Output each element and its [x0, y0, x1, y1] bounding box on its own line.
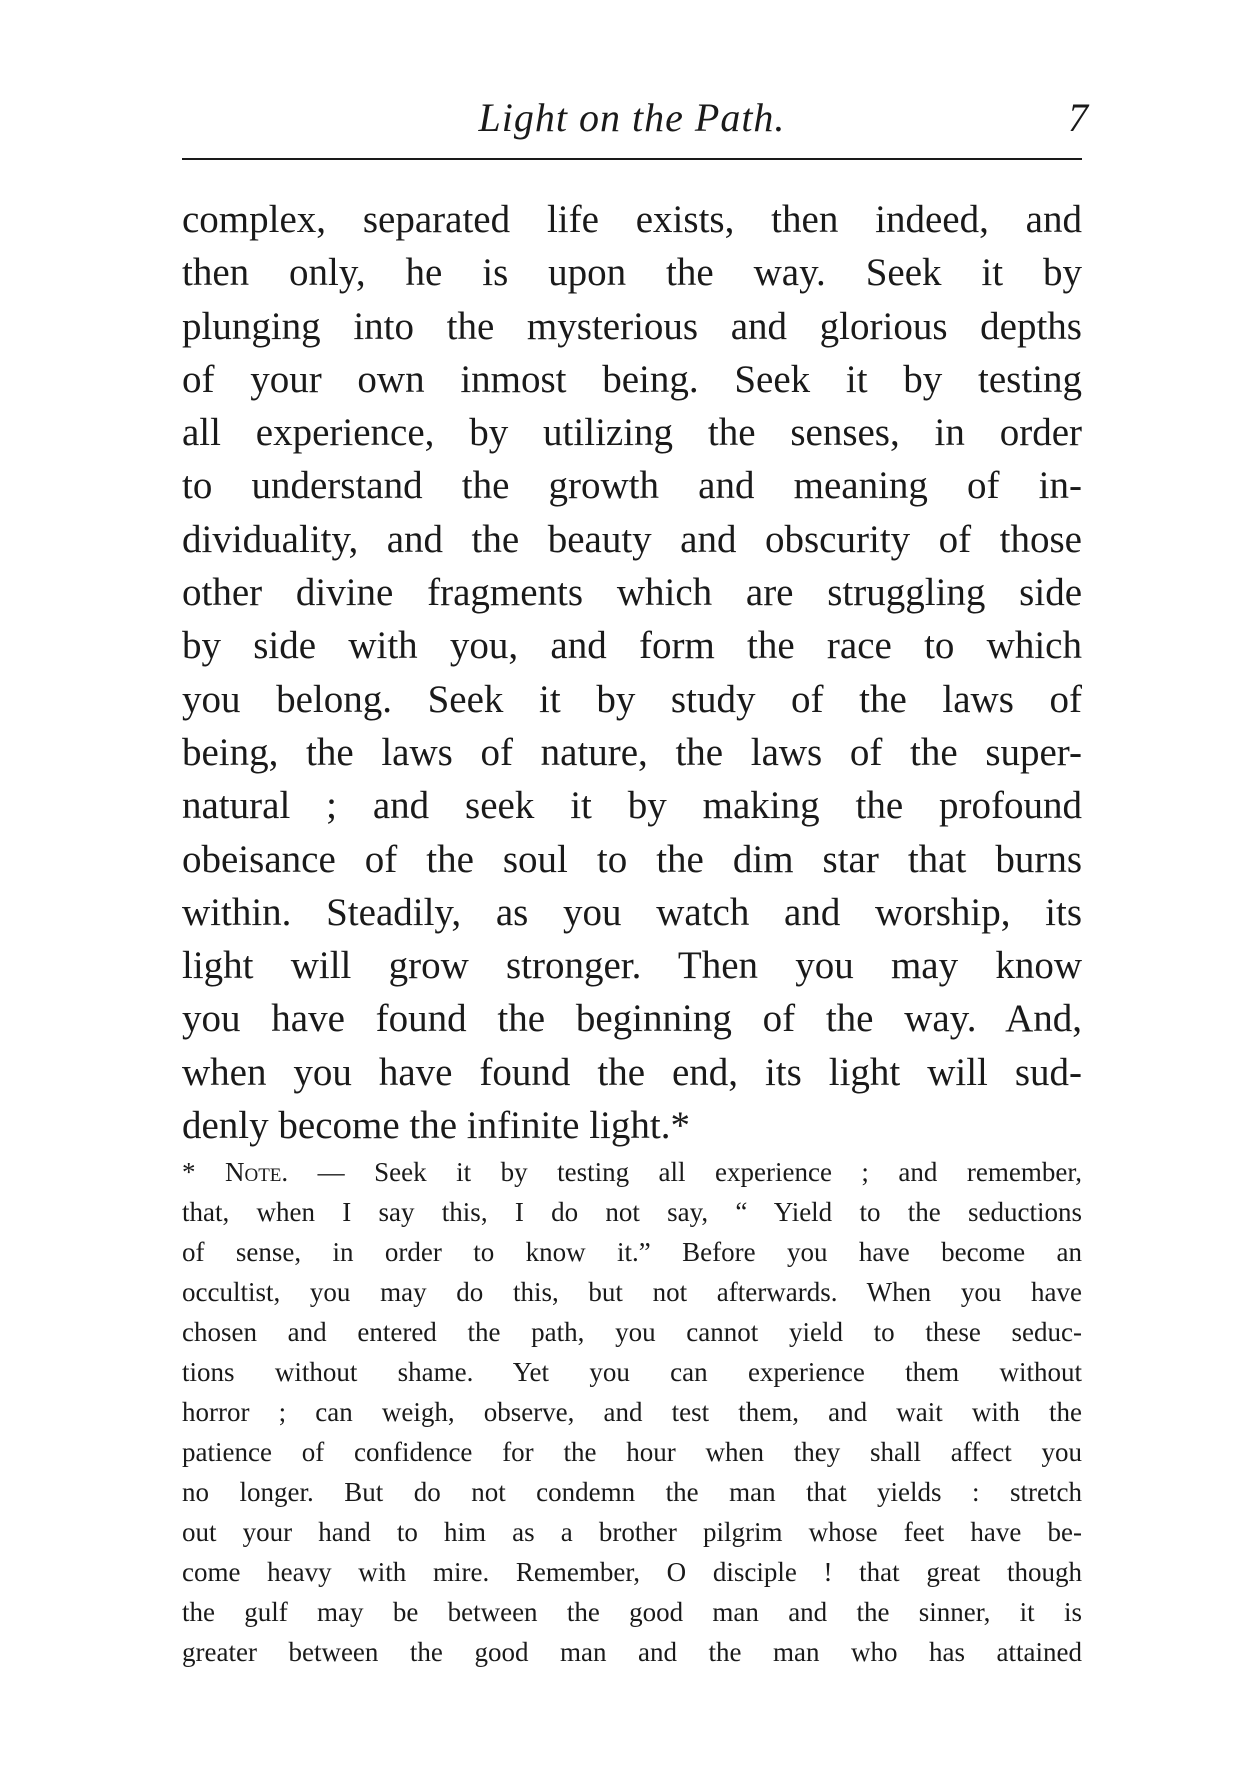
- footnote-label: Note.: [224, 1157, 289, 1187]
- footnote-line: of sense, in order to know it.” Before you have become an: [182, 1237, 1082, 1267]
- text-line: you have found the beginning of the way. And,: [182, 997, 1082, 1041]
- footnote-line: out your hand to him as a brother pilgrim whose feet have be-: [182, 1517, 1082, 1547]
- text-line: of your own inmost being. Seek it by testing: [182, 357, 1082, 401]
- footnote-line: tions without shame. Yet you can experience them without: [182, 1357, 1082, 1387]
- text-line: light will grow stronger. Then you may know: [182, 944, 1082, 988]
- footnote-line: occultist, you may do this, but not afterwards. When you have: [182, 1277, 1082, 1307]
- page-number: 7: [1068, 95, 1088, 140]
- text-line: when you have found the end, its light will sud-: [182, 1050, 1082, 1094]
- footnote-line: come heavy with mire. Remember, O disciple ! that great though: [182, 1557, 1082, 1587]
- text-line: by side with you, and form the race to which: [182, 624, 1082, 668]
- footnote-line: no longer. But do not condemn the man that yields : stretch: [182, 1477, 1082, 1507]
- footnote: [182, 1152, 1082, 1672]
- footnote-line: horror ; can weigh, observe, and test them, and wait with the: [182, 1397, 1082, 1427]
- header-rule: [182, 158, 1082, 160]
- footnote-line: greater between the good man and the man who has attained: [182, 1637, 1082, 1667]
- footnote-line: the gulf may be between the good man and the sinner, it is: [182, 1597, 1082, 1627]
- footnote-line: that, when I say this, I do not say, “ Yield to the seductions: [182, 1197, 1082, 1227]
- text-line: denly become the infinite light.*: [182, 1104, 690, 1148]
- text-line: you belong. Seek it by study of the laws of: [182, 677, 1082, 721]
- text-line: plunging into the mysterious and glorious depths: [182, 304, 1082, 348]
- text-line: obeisance of the soul to the dim star that burns: [182, 837, 1082, 881]
- footnote-line: patience of confidence for the hour when they shall affect you: [182, 1437, 1082, 1467]
- text-line: to understand the growth and meaning of in-: [182, 464, 1082, 508]
- text-line: complex, separated life exists, then indeed, and: [182, 198, 1082, 241]
- text-line: dividuality, and the beauty and obscurity of those: [182, 517, 1082, 561]
- footnote-first-line-text: — Seek it by testing all experience ; and remember,: [288, 1157, 1082, 1187]
- text-line: being, the laws of nature, the laws of the super-: [182, 730, 1082, 774]
- text-line: then only, he is upon the way. Seek it by: [182, 251, 1082, 295]
- text-line: within. Steadily, as you watch and worship, its: [182, 890, 1082, 934]
- running-head: [182, 88, 1088, 148]
- text-line: all experience, by utilizing the senses, in order: [182, 411, 1082, 455]
- main-text: [182, 193, 1082, 1152]
- running-title: Light on the Path.: [478, 95, 786, 140]
- footnote-line: [182, 1152, 1082, 1192]
- footnote-marker: *: [182, 1157, 225, 1187]
- footnote-line: chosen and entered the path, you cannot yield to these seduc-: [182, 1317, 1082, 1347]
- text-line: natural ; and seek it by making the profound: [182, 784, 1082, 828]
- text-line: other divine fragments which are struggling side: [182, 571, 1082, 615]
